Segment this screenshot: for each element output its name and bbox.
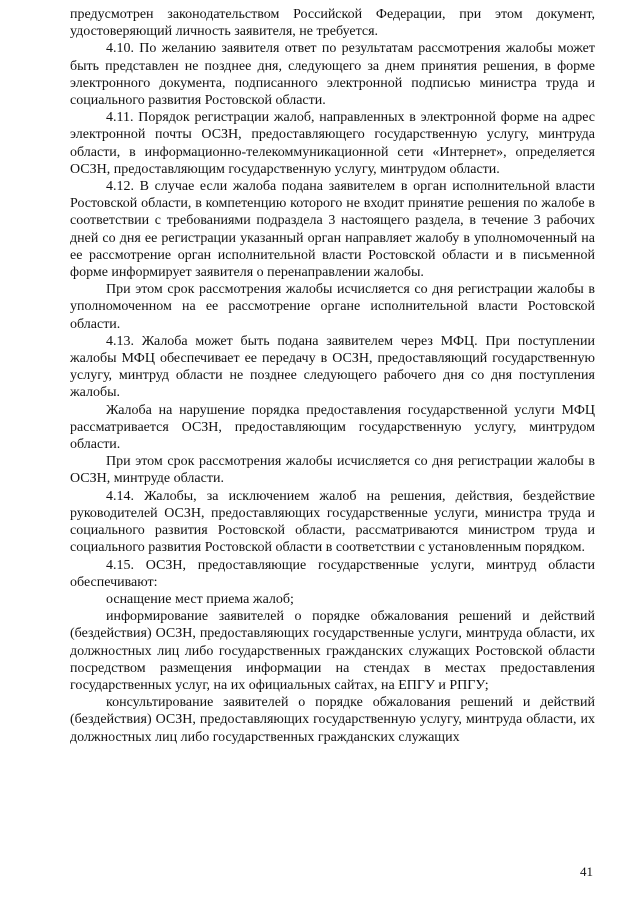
page-number: 41 [580, 864, 593, 879]
paragraph-4-10: 4.10. По желанию заявителя ответ по результатам рассмотрения жалобы может быть представлен не позднее дня, следующего за днем принятия решения, в форме электронного документа, подписанного электронной подписью министра труда и социального развития Ростовской области. [70, 41, 595, 109]
paragraph-4-15: 4.15. ОСЗН, предоставляющие государственные услуги, минтруд области обеспечивают: [70, 557, 595, 590]
paragraph-4-15-item-3: консультирование заявителей о порядке обжалования решений и действий (бездействия) ОСЗН, предоставляющих государственную услугу, минтруда области, их должностных лиц либо государственных гражданских служащих [70, 695, 595, 745]
paragraph-4-12-term: При этом срок рассмотрения жалобы исчисляется со дня регистрации жалобы в уполномоченном на ее рассмотрение органе исполнительной власти Ростовской области. [70, 282, 595, 332]
paragraph-4-13-mfc: Жалоба на нарушение порядка предоставления государственной услуги МФЦ рассматривается ОСЗН, предоставляющим государственную услугу, минтрудом области. [70, 402, 595, 453]
paragraph-4-14: 4.14. Жалобы, за исключением жалоб на решения, действия, бездействие руководителей ОСЗН, предоставляющих государственные услуги, министра труда и социального развития Ростовской области, рассматриваются министром труда и социального развития Ростовской области в соответствии с установленным порядком. [70, 488, 595, 556]
paragraph-continuation: предусмотрен законодательством Российской Федерации, при этом документ, удостоверяющий личность заявителя, не требуется. [70, 7, 595, 40]
paragraph-4-13: 4.13. Жалоба может быть подана заявителем через МФЦ. При поступлении жалобы МФЦ обеспечивает ее передачу в ОСЗН, предоставляющий государственную услугу, минтруд области не позднее следующего рабочего дня со дня поступления жалобы. [70, 333, 595, 401]
paragraph-4-13-term: При этом срок рассмотрения жалобы исчисляется со дня регистрации жалобы в ОСЗН, минтруде области. [70, 454, 595, 487]
paragraph-4-12: 4.12. В случае если жалоба подана заявителем в орган исполнительной власти Ростовской области, в компетенцию которого не входит принятие решения по жалобе в соответствии с требованиями подраздела 3 настоящего раздела, в течение 3 рабочих дней со дня ее регистрации указанный орган направляет жалобу в уполномоченный на ее рассмотрение орган исполнительной власти Ростовской области и в письменной форме информирует заявителя о перенаправлении жалобы. [70, 179, 595, 281]
paragraph-4-15-item-1: оснащение мест приема жалоб; [106, 591, 294, 607]
document-page [70, 6, 595, 746]
paragraph-4-11: 4.11. Порядок регистрации жалоб, направленных в электронной форме на адрес электронной почты ОСЗН, предоставляющего государственную услугу, минтруда области, в информационно-телекоммуникационной сети «Интернет», определяется ОСЗН, предоставляющим государственную услугу, минтрудом области. [70, 110, 595, 177]
paragraph-4-15-item-2: информирование заявителей о порядке обжалования решений и действий (бездействия) ОСЗН, предоставляющих государственные услуги, минтруда области, их должностных лиц либо государственных гражданских служащих Ростовской области посредством размещения информации на стендах в местах предоставления государственных услуг, на их официальных сайтах, на ЕПГУ и РПГУ; [70, 609, 595, 693]
